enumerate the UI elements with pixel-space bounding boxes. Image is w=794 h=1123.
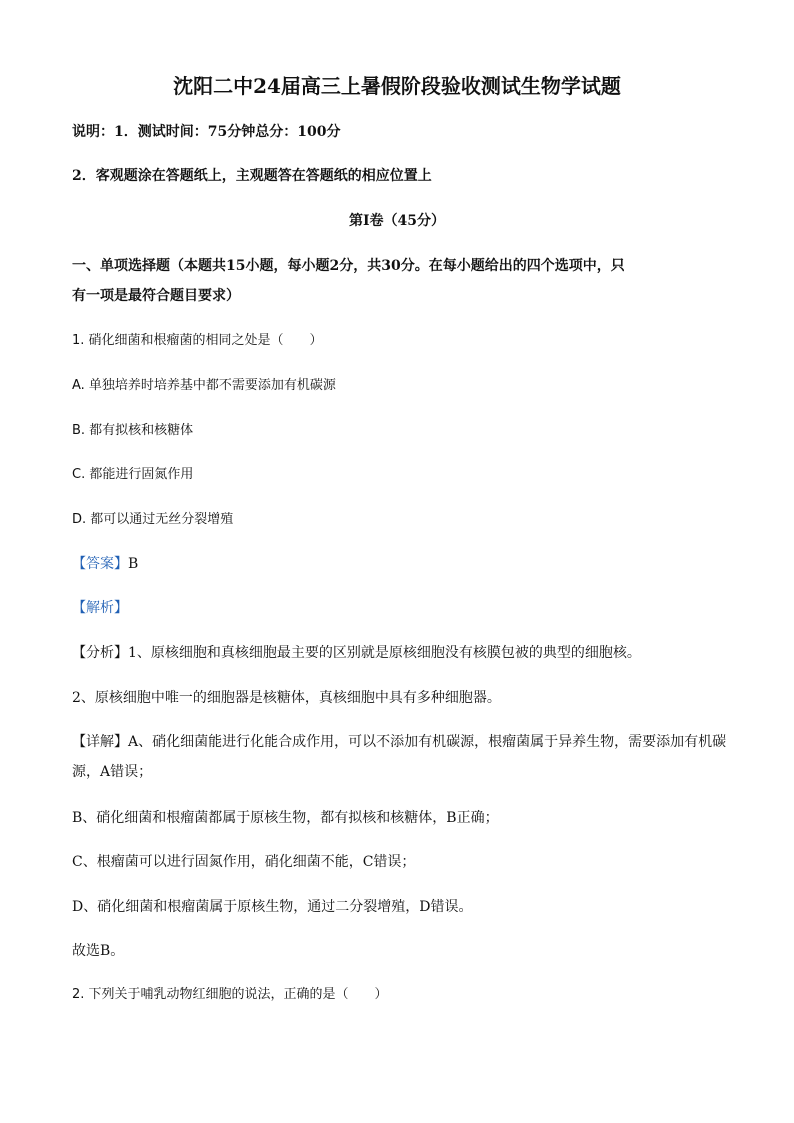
- answer-tag: 【答案】: [72, 556, 128, 572]
- detail-text-a1: A、硝化细菌能进行化能合成作用，可以不添加有机碳源，根瘤菌属于异养生物，需要添加有机碳: [128, 734, 727, 750]
- detail-line-d: D、硝化细菌和根瘤菌属于原核生物，通过二分裂增殖，D错误。: [72, 899, 473, 915]
- question-1-stem: 1. 硝化细菌和根瘤菌的相同之处是（ ）: [72, 333, 323, 348]
- detail-line-b: B、硝化细菌和根瘤菌都属于原核生物，都有拟核和核糖体，B正确；: [72, 810, 499, 826]
- answer-value: B: [128, 556, 139, 572]
- detail-line-a2: 源，A错误；: [72, 764, 153, 780]
- fenxi-line-2: 2、原核细胞中唯一的细胞器是核糖体，真核细胞中具有多种细胞器。: [72, 690, 501, 706]
- fenxi-tag: 【分析】: [72, 645, 128, 661]
- question-2-stem: 2. 下列关于哺乳动物红细胞的说法，正确的是（ ）: [72, 987, 388, 1002]
- question-1-option-d: D. 都可以通过无丝分裂增殖: [72, 512, 234, 527]
- conclusion-line: 故选B。: [72, 943, 125, 959]
- question-1-option-a: A. 单独培养时培养基中都不需要添加有机碳源: [72, 378, 336, 393]
- detail-line-a1: [72, 732, 726, 752]
- notes-line-1: 说明：1．测试时间：75分钟总分：100分: [72, 124, 341, 140]
- part-heading-line-1: 一、单项选择题（本题共15小题，每小题2分，共30分。在每小题给出的四个选项中，只: [72, 258, 625, 274]
- part-heading-line-2: 有一项是最符合题目要求）: [72, 288, 240, 304]
- answer-line: [72, 554, 138, 574]
- question-1-option-b: B. 都有拟核和核糖体: [72, 423, 194, 438]
- fenxi-line-1: [72, 643, 641, 663]
- fenxi-text-1: 1、原核细胞和真核细胞最主要的区别就是原核细胞没有核膜包被的典型的细胞核。: [128, 645, 641, 661]
- analysis-tag: 【解析】: [72, 600, 128, 616]
- question-1-option-c: C. 都能进行固氮作用: [72, 467, 194, 482]
- notes-line-2: 2．客观题涂在答题纸上，主观题答在答题纸的相应位置上: [72, 168, 432, 184]
- page-title: 沈阳二中24届高三上暑假阶段验收测试生物学试题: [173, 74, 621, 98]
- detail-line-c: C、根瘤菌可以进行固氮作用，硝化细菌不能，C错误；: [72, 854, 416, 870]
- detail-tag: 【详解】: [72, 734, 128, 750]
- section-header: 第I卷（45分）: [348, 213, 446, 229]
